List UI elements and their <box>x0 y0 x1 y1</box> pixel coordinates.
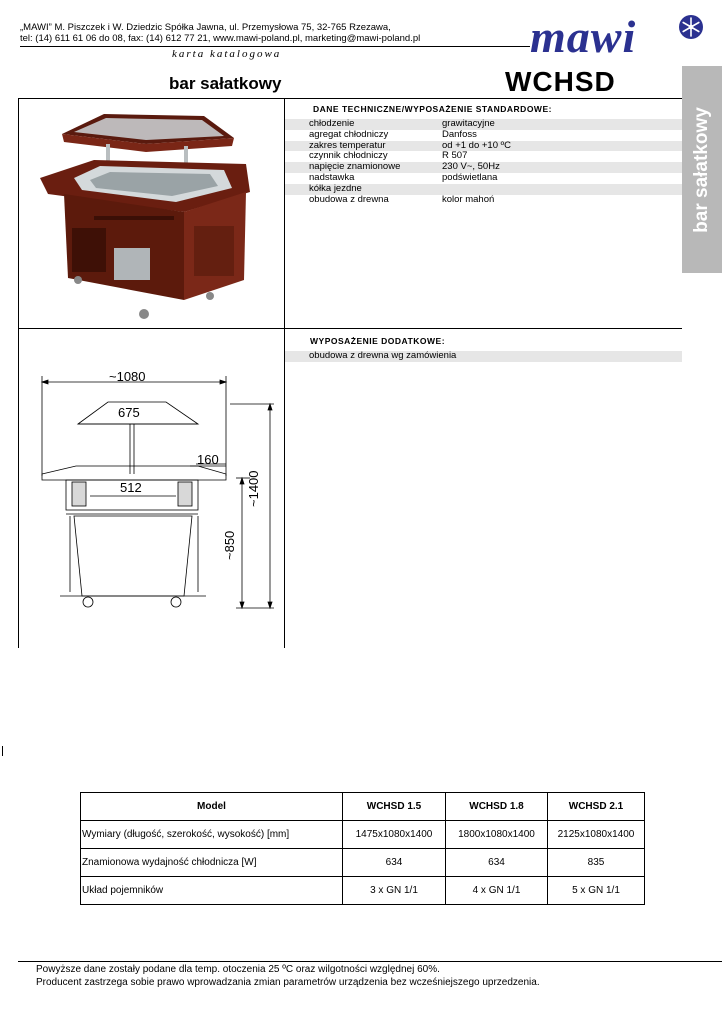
table-cell: 4 x GN 1/1 <box>446 877 548 905</box>
table-cell: 634 <box>446 849 548 877</box>
dim-counter-height-label: ~850 <box>222 530 237 560</box>
table-cell: 835 <box>548 849 645 877</box>
table-cell: 3 x GN 1/1 <box>343 877 446 905</box>
table-header-cell: WCHSD 1.8 <box>446 793 548 821</box>
spec-value: 230 V~, 50Hz <box>442 161 500 173</box>
optional-list <box>285 351 682 362</box>
company-contact: tel: (14) 611 61 06 do 08, fax: (14) 612 77 21, www.mawi-poland.pl, marketing@mawi-poland.pl <box>20 33 421 44</box>
table-cell: Wymiary (długość, szerokość, wysokość) [mm] <box>81 821 343 849</box>
spec-value: od +1 do +10 ºC <box>442 139 511 151</box>
table-cell: 2125x1080x1400 <box>548 821 645 849</box>
table-header-row <box>81 793 645 821</box>
frame-horizontal <box>18 328 682 329</box>
spec-value: Danfoss <box>442 128 477 140</box>
side-tab-label: bar sałatkowy <box>691 107 712 233</box>
product-photo <box>34 108 264 324</box>
spec-label: czynnik chłodniczy <box>309 150 388 162</box>
spec-row <box>285 184 682 195</box>
frame-left <box>18 98 19 648</box>
footer-divider <box>18 961 722 962</box>
spec-value: podświetlana <box>442 171 498 183</box>
spec-value <box>442 184 682 195</box>
spec-row <box>285 195 682 206</box>
table-cell: 634 <box>343 849 446 877</box>
dim-canopy-label: 675 <box>118 405 140 420</box>
dim-width-label: ~1080 <box>109 369 146 384</box>
table-header-cell: WCHSD 2.1 <box>548 793 645 821</box>
footer-note-disclaimer: Producent zastrzega sobie prawo wprowadzania zmian parametrów urządzenia bez wcześniejszego uprzedzenia. <box>36 977 540 988</box>
table-header-cell: Model <box>81 793 343 821</box>
table-cell: Znamionowa wydajność chłodnicza [W] <box>81 849 343 877</box>
header-divider <box>20 46 530 47</box>
product-title: bar sałatkowy <box>169 74 282 93</box>
table-row <box>81 821 645 849</box>
doc-type-label: karta katalogowa <box>172 48 282 60</box>
table-cell: 1475x1080x1400 <box>343 821 446 849</box>
spec-label: agregat chłodniczy <box>309 128 389 140</box>
mawi-logo <box>530 11 637 62</box>
snowflake-icon <box>678 14 704 40</box>
table-cell: 5 x GN 1/1 <box>548 877 645 905</box>
specs-heading: DANE TECHNICZNE/WYPOSAŻENIE STANDARDOWE: <box>313 104 552 114</box>
table-row <box>81 849 645 877</box>
table-header-cell: WCHSD 1.5 <box>343 793 446 821</box>
title-divider <box>18 98 682 99</box>
spec-row <box>285 130 682 141</box>
spec-label: obudowa z drewna <box>309 193 389 205</box>
table-cell: Układ pojemników <box>81 877 343 905</box>
models-table <box>80 792 645 905</box>
side-category-tab <box>682 66 722 273</box>
spec-label: nadstawka <box>309 171 355 183</box>
spec-label: chłodzenie <box>309 118 355 129</box>
footer-note-conditions: Powyższe dane zostały podane dla temp. otoczenia 25 ºC oraz wilgotności względnej 60%. <box>36 964 440 975</box>
table-row <box>81 877 645 905</box>
product-code: WCHSD <box>505 66 616 97</box>
optional-heading: WYPOSAŻENIE DODATKOWE: <box>310 336 446 346</box>
optional-label: obudowa z drewna wg zamówienia <box>309 350 457 361</box>
dim-total-height-label: ~1400 <box>246 470 261 507</box>
spec-label: zakres temperatur <box>309 139 386 151</box>
margin-mark <box>2 746 3 756</box>
technical-drawing <box>30 366 282 616</box>
spec-label: kółka jezdne <box>309 182 362 194</box>
dim-side-label: 160 <box>197 452 219 467</box>
specs-list <box>285 119 682 205</box>
spec-label: napięcie znamionowe <box>309 161 401 173</box>
spec-value: grawitacyjne <box>442 118 495 129</box>
dim-inner-label: 512 <box>120 480 142 495</box>
spec-value: kolor mahoń <box>442 193 495 205</box>
company-address: „MAWI” M. Piszczek i W. Dziedzic Spółka Jawna, ul. Przemysłowa 75, 32-765 Rzezawa, <box>20 22 391 33</box>
optional-row <box>285 351 682 362</box>
spec-value: R 507 <box>442 150 468 162</box>
table-cell: 1800x1080x1400 <box>446 821 548 849</box>
logo-text: mawi <box>530 11 637 62</box>
